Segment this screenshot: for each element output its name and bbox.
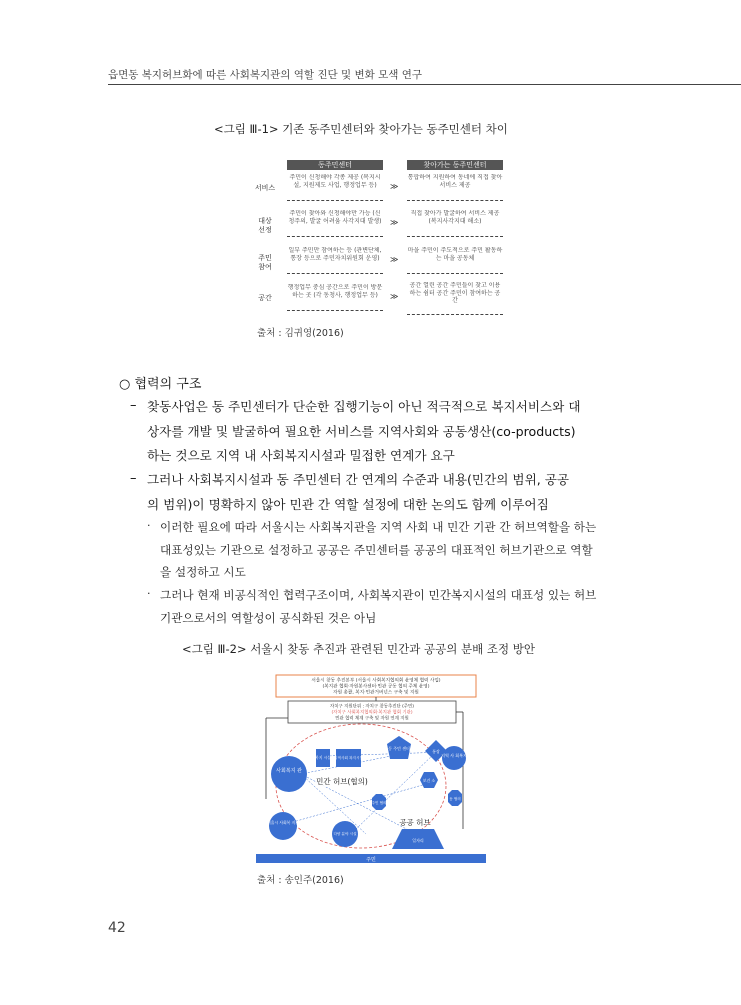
fig2-node-label: 지역 사 회복지 bbox=[441, 753, 467, 758]
paragraph-line: 의 범위)이 명확하지 않아 민관 간 역할 설정에 대한 논의도 함께 이루어짐 bbox=[147, 496, 549, 512]
fig1-arrow: ≫ bbox=[390, 292, 399, 301]
fig1-row-label: 주민 참여 bbox=[258, 254, 272, 271]
section-heading: ○ 협력의 구조 bbox=[119, 377, 202, 392]
running-header: 읍면동 복지허브화에 따른 사회복지관의 역할 진단 및 변화 모색 연구 bbox=[108, 69, 423, 81]
fig1-header-right: 찾아가는 동주민센터 bbox=[407, 160, 503, 170]
bullet-line: 이러한 필요에 따라 서울시는 사회복지관을 지역 사회 내 민간 기관 간 허브역할을 하는 bbox=[160, 520, 597, 534]
figure1-source: 출처 : 김귀영(2016) bbox=[257, 328, 344, 339]
fig2-mid-line: (자치구 사회복지협의회·복지관 협회 기관) bbox=[331, 710, 413, 716]
fig1-row-label: 서비스 bbox=[254, 184, 276, 192]
fig2-top-line: 서울시 찾동 추진본부 (서울시 사회복지협의회 운영체 협력 사업) bbox=[311, 678, 441, 684]
dash-marker: – bbox=[130, 471, 137, 486]
bullet-1 bbox=[160, 516, 650, 584]
fig1-arrow: ≫ bbox=[390, 255, 399, 264]
fig1-cell-right: 마을 주민이 주도적으로 주민 활동하는 마을 공동체 bbox=[407, 247, 503, 274]
bullet-2 bbox=[160, 584, 650, 629]
fig2-node-label: 지역사회 복지시설 bbox=[334, 756, 363, 760]
fig2-node-label: 서울시 사회복 지관 bbox=[267, 820, 299, 825]
paragraph-line: 상자를 개발 및 발굴하여 필요한 서비스를 지역사회와 공동생산(co-products) bbox=[147, 423, 576, 439]
fig2-node-left-circle bbox=[271, 756, 307, 792]
fig1-cell-right: 공간 열린 공간 주민들이 찾고 이용하는 쉼터 공간 주민이 참여하는 공간 bbox=[407, 282, 503, 315]
fig2-node-sm-circle1 bbox=[269, 812, 297, 840]
fig1-cell-right: 통합하여 지원하여 동네에 직접 찾아 서비스 제공 bbox=[407, 174, 503, 201]
bullet-line: 기관으로서의 역할성이 공식화된 것은 아님 bbox=[160, 610, 377, 625]
fig1-row-label: 공간 bbox=[258, 294, 272, 302]
fig1-cell-left: 행정업무 중심 공간으로 주민이 방문하는 곳 (각 동청사, 행정업무 등) bbox=[287, 284, 383, 311]
bullet-line: 대표성있는 기관으로 설정하고 공공은 주민센터를 공공의 대표적인 허브기관으로 역할 bbox=[160, 542, 593, 557]
fig1-arrow: ≫ bbox=[390, 218, 399, 227]
fig2-top-line: 자원 총괄, 복지·민관거버넌스 구축 및 지원 bbox=[333, 690, 419, 696]
fig2-node-label: 일자리 bbox=[412, 838, 424, 843]
fig2-node-label: 주민 협의 bbox=[371, 801, 387, 805]
fig2-node-label: 보건 소 bbox=[422, 778, 436, 783]
dot-marker: · bbox=[147, 587, 151, 600]
figure2-diagram bbox=[256, 674, 486, 864]
bullet-line: 그러나 현재 비공식적인 협력구조이며, 사회복지관이 민간복지시설의 대표성 있는 허브 bbox=[160, 588, 597, 602]
fig1-cell-left: 주민이 신청해야 각종 제공 (복지시설, 지원제도 사업, 행정업무 등) bbox=[287, 174, 383, 201]
paragraph-line: 찾동사업은 동 주민센터가 단순한 집행기능이 아닌 적극적으로 복지서비스와 대 bbox=[147, 399, 581, 414]
fig2-node-right-circle bbox=[442, 746, 466, 770]
figure2-source: 출처 : 송인주(2016) bbox=[257, 875, 344, 886]
fig2-hub-public: 공공 허브 bbox=[399, 818, 431, 827]
fig2-node-label: 동 협의 bbox=[449, 797, 461, 801]
fig1-row-label: 대상 선정 bbox=[258, 217, 272, 234]
fig2-node-label: 복지 시설 bbox=[315, 755, 331, 760]
fig1-arrow: ≫ bbox=[390, 182, 399, 191]
paragraph-line: 그러나 사회복지시설과 동 주민센터 간 연계의 수준과 내용(민간의 범위, 공공 bbox=[147, 472, 570, 487]
bullet-line: 을 설정하고 시도 bbox=[160, 565, 246, 579]
fig1-cell-right: 직접 찾아가 발굴하여 서비스 제공 (복지사각지대 해소) bbox=[407, 210, 503, 237]
dot-marker: · bbox=[147, 519, 151, 532]
fig2-hub-private: 민간 허브(협의) bbox=[316, 777, 368, 786]
fig2-top-line: (복지관 협회·자원봉사센터·민관 공동 협의 주체 운영) bbox=[322, 684, 430, 690]
fig2-node-label: 통장 bbox=[432, 749, 440, 754]
paragraph-1 bbox=[147, 395, 647, 469]
page-number: 42 bbox=[108, 920, 126, 936]
header-rule bbox=[108, 84, 741, 85]
paragraph-line: 하는 것으로 지역 내 사회복지시설과 밀접한 연계가 요구 bbox=[147, 448, 455, 463]
fig2-node-label: 다양 분야 시설 bbox=[333, 832, 357, 836]
fig1-header-left: 동주민센터 bbox=[287, 160, 383, 170]
figure1-caption: <그림 Ⅲ-1> 기존 동주민센터와 찾아가는 동주민센터 차이 bbox=[214, 122, 508, 136]
paragraph-2 bbox=[147, 468, 647, 517]
figure1-comparison-table bbox=[250, 158, 505, 318]
fig1-cell-left: 주민이 찾아와 신청해야만 가능 (신청주의, 발굴 어려움 사각지대 발생) bbox=[287, 210, 383, 237]
fig2-bottom-bar-label: 주민 bbox=[366, 857, 376, 863]
dash-marker: – bbox=[130, 398, 137, 413]
figure2-caption: <그림 Ⅲ-2> 서울시 찾동 추진과 관련된 민간과 공공의 분배 조정 방안 bbox=[182, 642, 535, 656]
fig1-cell-left: 일부 주민만 참여하는 등 (관변단체, 통장 등으로 주민자치위원회 운영) bbox=[287, 247, 383, 274]
fig2-mid-line: 자치구 지원단위 : 자치구 찾동추진단 (주민) bbox=[330, 704, 414, 710]
fig2-node-label: 동 주민 센터 bbox=[388, 746, 410, 751]
fig2-node-label: 사회복지 관 bbox=[276, 768, 302, 774]
fig2-mid-line: 민관 협력 체계 구축 및 자원 연계 지원 bbox=[335, 716, 409, 722]
